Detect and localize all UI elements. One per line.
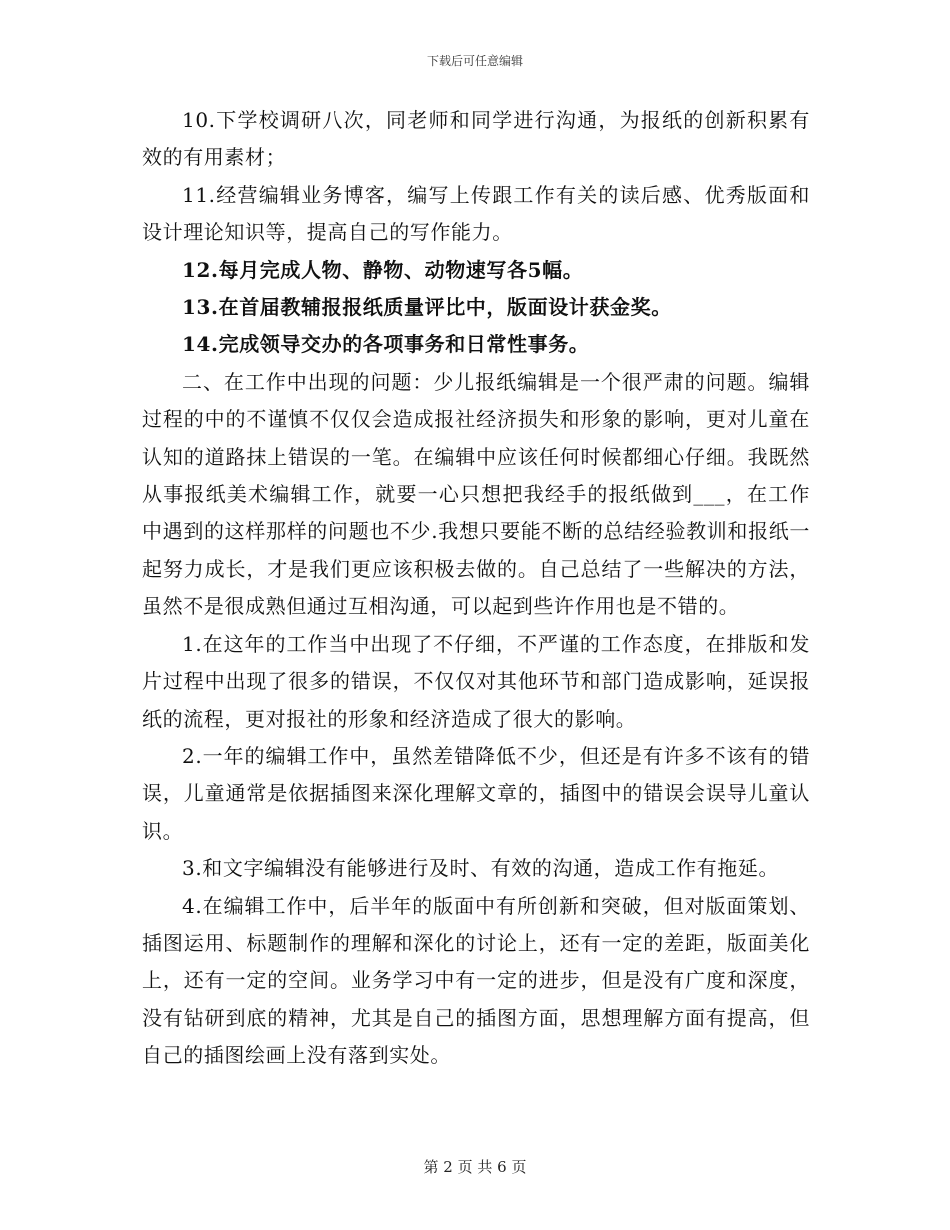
- page-header: 下载后可任意编辑: [426, 54, 523, 68]
- paragraph-item-14: 14.完成领导交办的各项事务和日常性事务。: [182, 332, 590, 357]
- paragraph-problem-4: 4.在编辑工作中，后半年的版面中有所创新和突破，但对版面策划、插图运用、标题制作的理解和深化的讨论上，还有一定的差距，版面美化上，还有一定的空间。业务学习中有一定的进步，但是没有广度和深度，没有钻研到底的精神，尤其是自己的插图方面，思想理解方面有提高，但自己的插图绘画上没有落到实处。: [142, 893, 810, 1068]
- paragraph-item-12: 12.每月完成人物、静物、动物速写各5幅。: [182, 257, 584, 282]
- paragraph-problem-2: 2.一年的编辑工作中，虽然差错降低不少，但还是有许多不该有的错误，儿童通常是依据插图来深化理解文章的，插图中的错误会误导儿童认识。: [142, 743, 810, 843]
- document-body: [142, 102, 810, 1075]
- paragraph-item-13: 13.在首届教辅报报纸质量评比中，版面设计获金奖。: [182, 295, 672, 320]
- page-number: 第 2 页 共 6 页: [423, 1158, 527, 1176]
- paragraph-section-problems: 二、在工作中出现的问题：少儿报纸编辑是一个很严肃的问题。编辑过程的中的不谨慎不仅仅会造成报社经济损失和形象的影响，更对儿童在认知的道路抹上错误的一笔。在编辑中应该任何时候都细心仔细。我既然从事报纸美术编辑工作，就要一心只想把我经手的报纸做到___，在工作中遇到的这样那样的问题也不少.我想只要能不断的总结经验教训和报纸一起努力成长，才是我们更应该积极去做的。自己总结了一些解决的方法，虽然不是很成熟但通过互相沟通，可以起到些许作用也是不错的。: [142, 369, 810, 619]
- paragraph-problem-1: 1.在这年的工作当中出现了不仔细，不严谨的工作态度，在排版和发片过程中出现了很多的错误，不仅仅对其他环节和部门造成影响，延误报纸的流程，更对报社的形象和经济造成了很大的影响。: [142, 631, 810, 731]
- paragraph-item-11: 11.经营编辑业务博客，编写上传跟工作有关的读后感、优秀版面和设计理论知识等，提高自己的写作能力。: [142, 182, 810, 245]
- paragraph-item-10: 10.下学校调研八次，同老师和同学进行沟通，为报纸的创新积累有效的有用素材；: [142, 108, 810, 170]
- paragraph-problem-3: 3.和文字编辑没有能够进行及时、有效的沟通，造成工作有拖延。: [182, 856, 780, 881]
